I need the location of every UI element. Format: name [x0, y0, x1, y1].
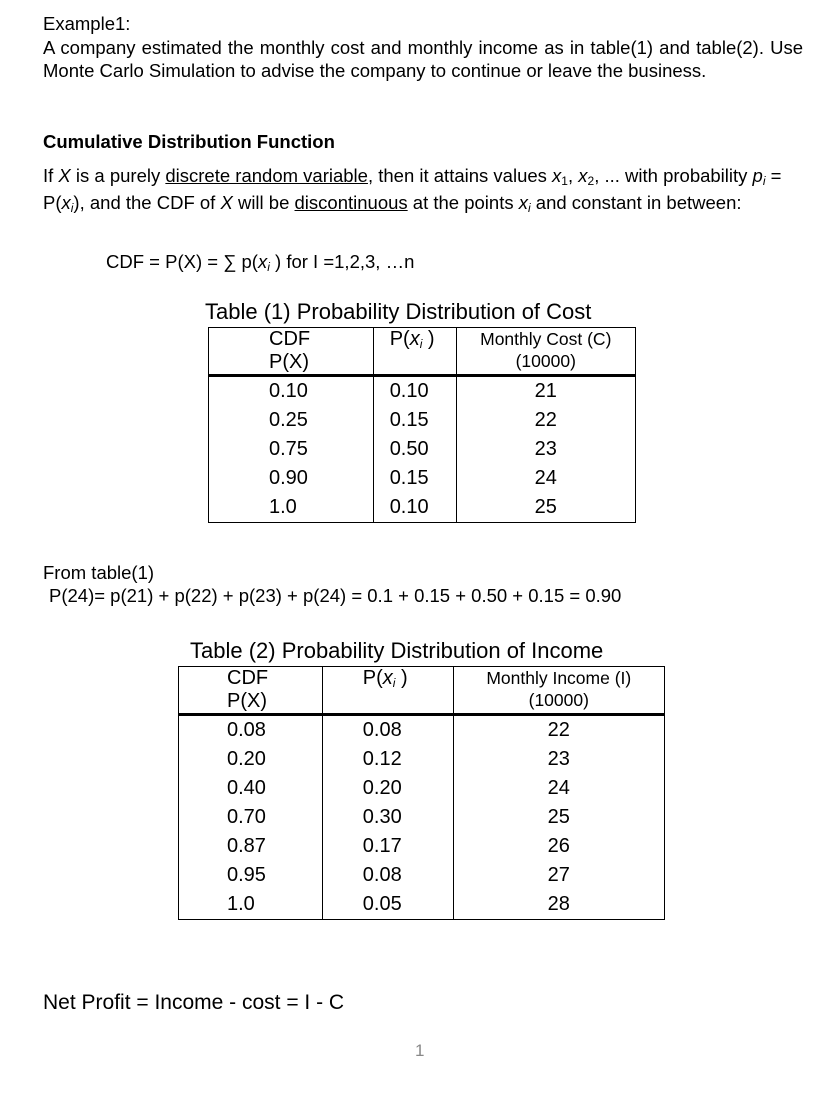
table-row	[179, 774, 665, 803]
discrete-random-variable-link[interactable]: discrete random variable	[165, 165, 368, 186]
cdf-definition: If X is a purely discrete random variable, then it attains values $x_1$, $x_2$, ... with probability $p_i = P(x_i)$, and the CDF of X will be discontinuous at the points $x_i$ and constant in between:	[43, 165, 782, 215]
discontinuous-link[interactable]: discontinuous	[294, 192, 408, 213]
cost-cell: 21	[456, 376, 635, 407]
income-cell: 28	[453, 890, 664, 920]
table-header-row	[209, 328, 636, 376]
cdf-cell: 1.0	[209, 493, 374, 523]
cdf-cell: 1.0	[179, 890, 323, 920]
monthly-cost-column-header: Monthly Cost (C) (10000)	[456, 328, 635, 376]
cost-cell: 25	[456, 493, 635, 523]
probability-column-header: $P(x_i$ )	[322, 667, 453, 715]
table-row	[209, 376, 636, 407]
income-cell: 22	[453, 715, 664, 746]
cost-cell: 23	[456, 435, 635, 464]
cdf-column-header: CDF P(X)	[209, 328, 374, 376]
probability-column-header: $P(x_i$ )	[373, 328, 456, 376]
probability-cell: 0.10	[373, 376, 456, 407]
cost-distribution-table	[208, 327, 636, 523]
cdf-cell: 0.10	[209, 376, 374, 407]
table-row	[209, 406, 636, 435]
income-cell: 26	[453, 832, 664, 861]
probability-cell: 0.17	[322, 832, 453, 861]
net-profit-formula: Net Profit = Income - cost = I - C	[43, 991, 345, 1014]
cdf-cell: 0.20	[179, 745, 323, 774]
cdf-cell: 0.25	[209, 406, 374, 435]
cdf-cell: 0.87	[179, 832, 323, 861]
probability-cell: 0.12	[322, 745, 453, 774]
cdf-cell: 0.95	[179, 861, 323, 890]
table-row	[179, 715, 665, 746]
cdf-formula: CDF = P(X) = ∑ $p(x_i$ ) for I =1,2,3, …n	[106, 251, 415, 274]
page-number: 1	[415, 1041, 425, 1060]
probability-cell: 0.15	[373, 464, 456, 493]
table-row	[209, 435, 636, 464]
table-row	[179, 745, 665, 774]
table-header-row	[179, 667, 665, 715]
cost-cell: 22	[456, 406, 635, 435]
probability-cell: 0.20	[322, 774, 453, 803]
cdf-example-calculation	[43, 561, 621, 607]
income-cell: 27	[453, 861, 664, 890]
example-heading: Example1:	[43, 13, 131, 34]
monthly-income-column-header: Monthly Income (I) (10000)	[453, 667, 664, 715]
table2-caption: Table (2) Probability Distribution of Income	[190, 638, 604, 663]
example-description: A company estimated the monthly cost and monthly income as in table(1) and table(2). Use Monte Carlo Simulation to advise the company to continue or leave the business.	[43, 36, 803, 81]
probability-cell: 0.30	[322, 803, 453, 832]
table-row	[209, 493, 636, 523]
table-row	[179, 803, 665, 832]
p24-calculation: P(24)= p(21) + p(22) + p(23) + p(24) = 0.1 + 0.15 + 0.50 + 0.15 = 0.90	[49, 585, 622, 606]
table1-caption: Table (1) Probability Distribution of Cost	[205, 299, 592, 324]
cdf-cell: 0.08	[179, 715, 323, 746]
probability-cell: 0.15	[373, 406, 456, 435]
table-row	[209, 464, 636, 493]
cdf-cell: 0.70	[179, 803, 323, 832]
income-cell: 24	[453, 774, 664, 803]
income-cell: 25	[453, 803, 664, 832]
cdf-cell: 0.75	[209, 435, 374, 464]
cdf-cell: 0.90	[209, 464, 374, 493]
from-table-label: From table(1)	[43, 562, 155, 583]
probability-cell: 0.08	[322, 861, 453, 890]
cost-cell: 24	[456, 464, 635, 493]
cdf-cell: 0.40	[179, 774, 323, 803]
income-cell: 23	[453, 745, 664, 774]
cdf-column-header: CDF P(X)	[179, 667, 323, 715]
probability-cell: 0.08	[322, 715, 453, 746]
probability-cell: 0.05	[322, 890, 453, 920]
cdf-heading: Cumulative Distribution Function	[43, 131, 335, 152]
table-row	[179, 832, 665, 861]
probability-cell: 0.10	[373, 493, 456, 523]
probability-cell: 0.50	[373, 435, 456, 464]
table-row	[179, 890, 665, 920]
income-distribution-table	[178, 666, 665, 920]
example-intro	[43, 12, 803, 83]
table-row	[179, 861, 665, 890]
